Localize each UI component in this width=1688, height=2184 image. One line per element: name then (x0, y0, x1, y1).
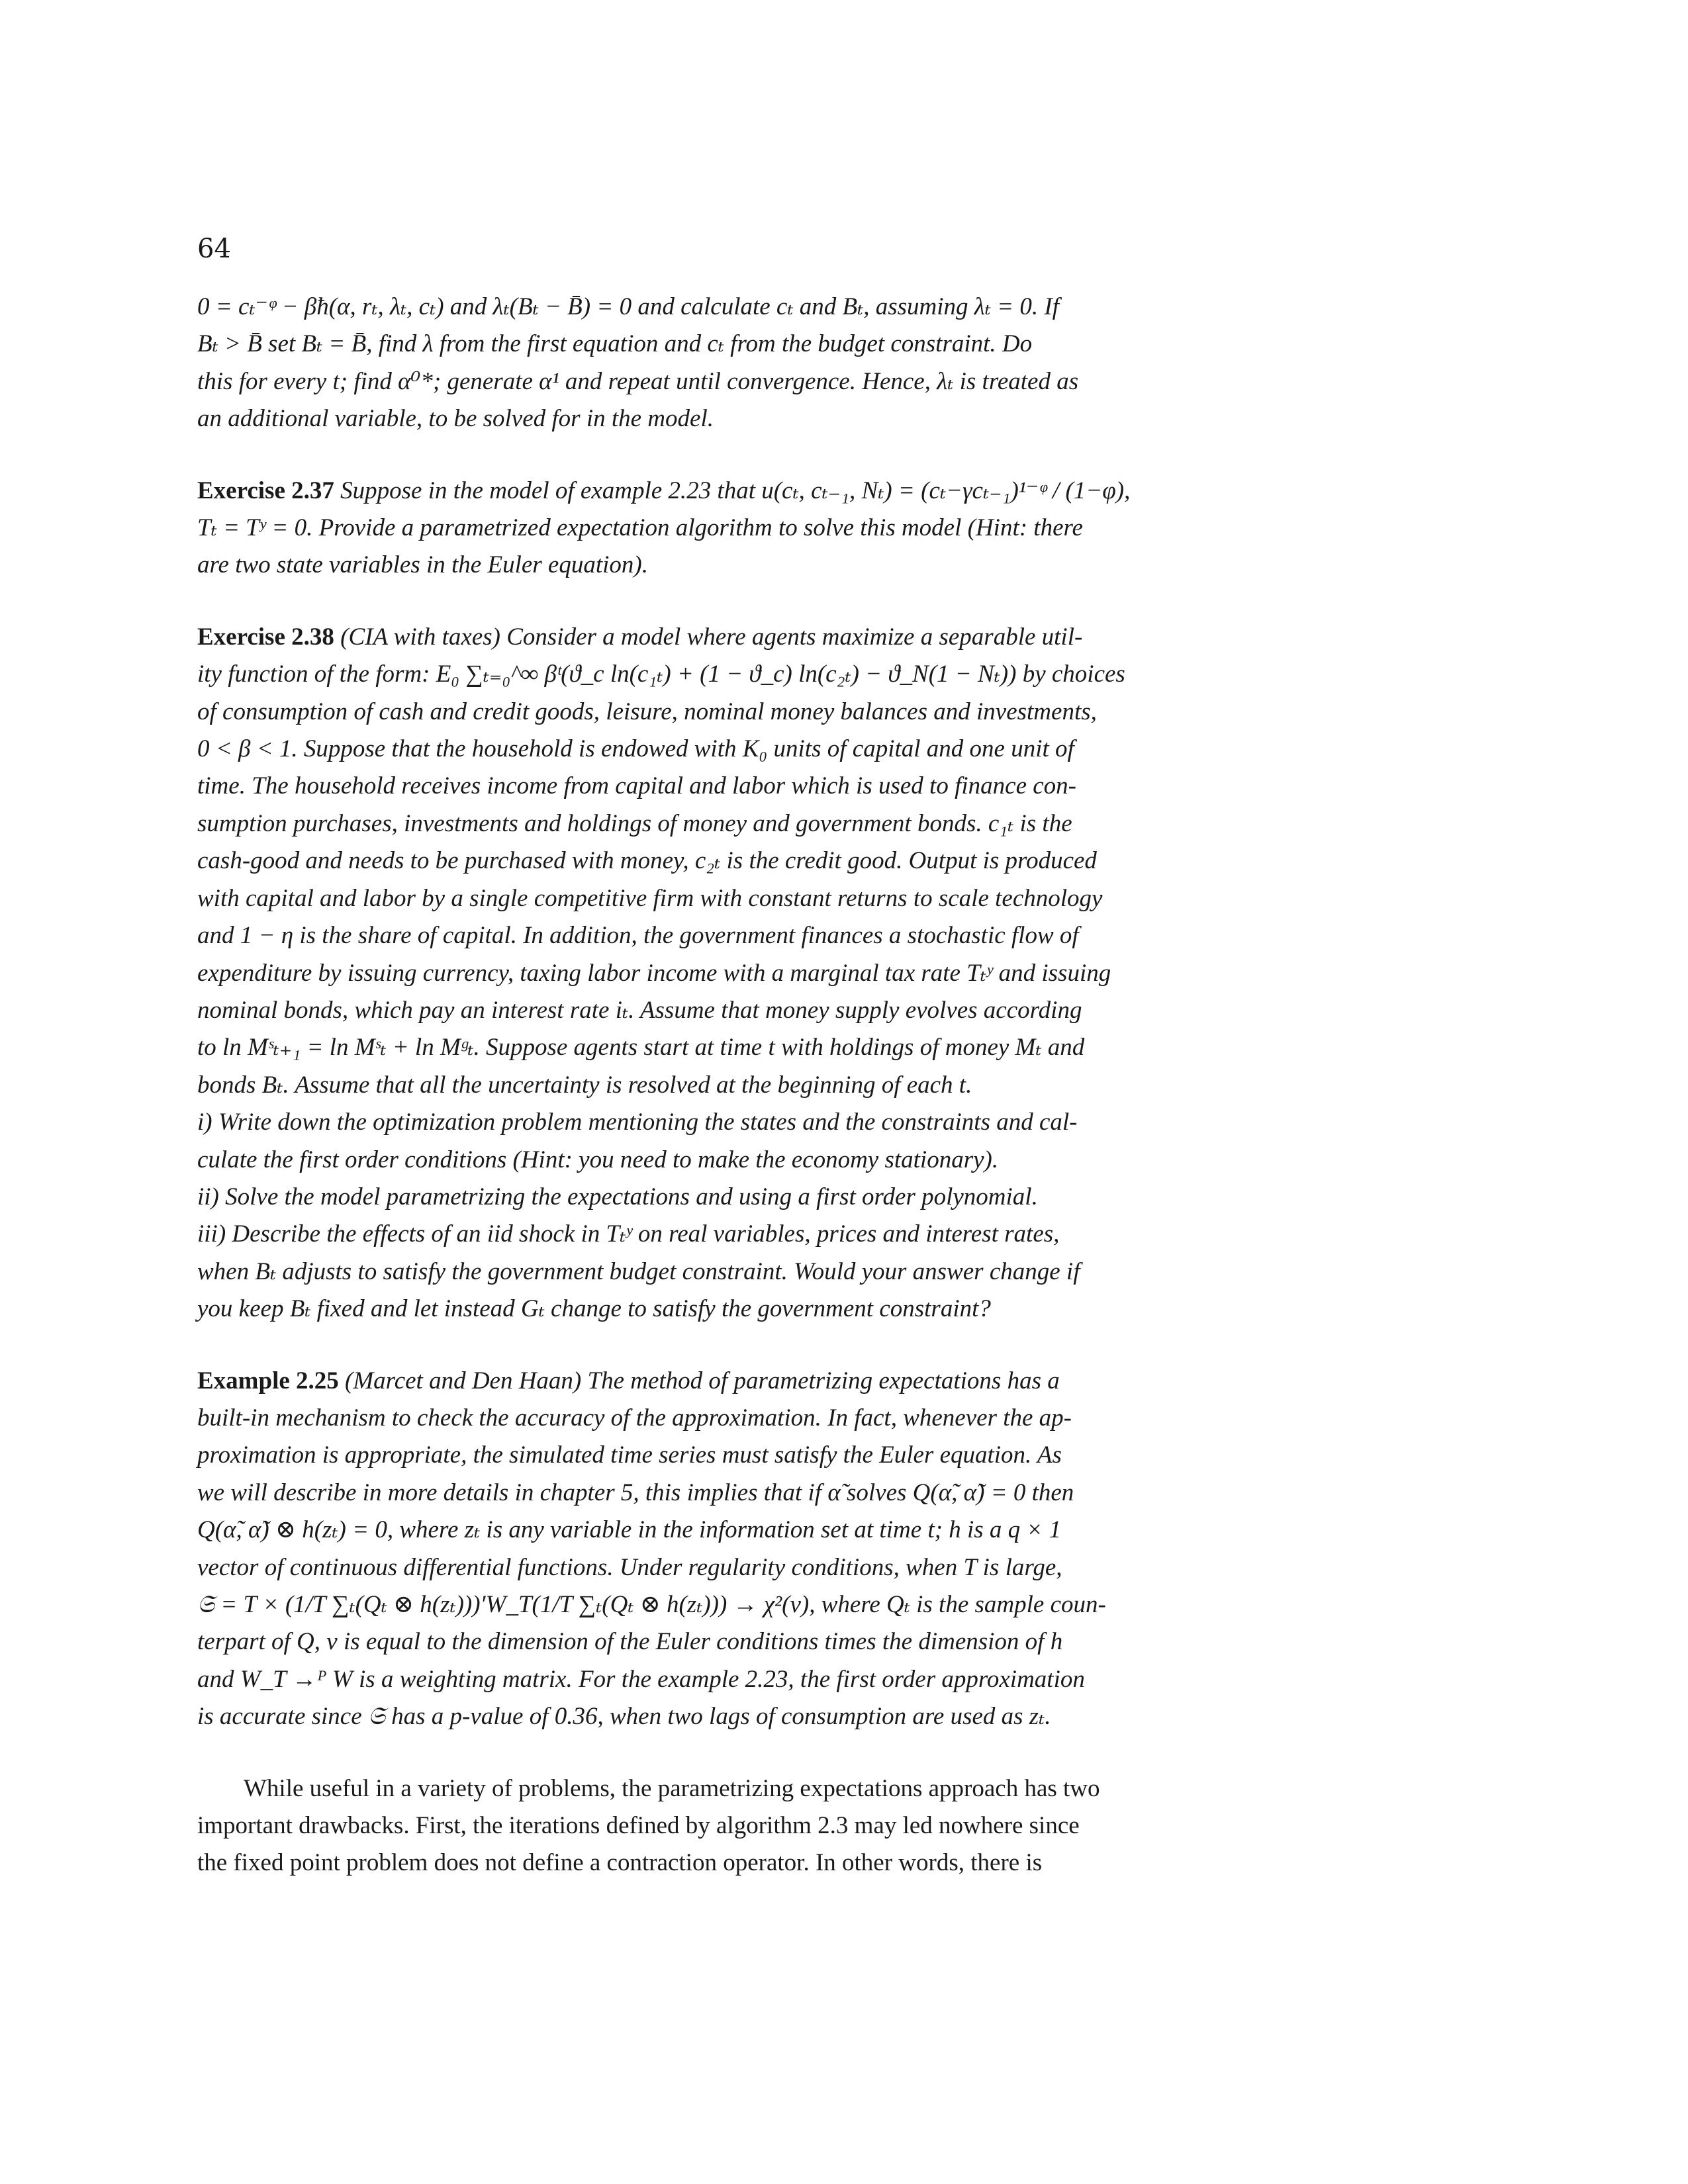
text-line: Bₜ > B̄ set Bₜ = B̄, find λ from the first equation and cₜ from the budget constraint. Do (197, 330, 1033, 358)
text-line: is accurate since 𝔖 has a p-value of 0.36, when two lags of consumption are used as zₜ. (197, 1703, 1051, 1731)
text-line: nominal bonds, which pay an interest rate iₜ. Assume that money supply evolves according (197, 996, 1082, 1024)
text-line: proximation is appropriate, the simulated time series must satisfy the Euler equation. As (197, 1441, 1062, 1469)
text-line: built-in mechanism to check the accuracy of the approximation. In fact, whenever the ap- (197, 1404, 1072, 1432)
page-content (197, 289, 1376, 1917)
text-line: and W_T →ᴾ W is a weighting matrix. For the example 2.23, the first order approximation (197, 1665, 1085, 1693)
text-run: (CIA with taxes) Consider a model where agents maximize a separable util- (334, 623, 1083, 651)
text-line (197, 619, 1376, 656)
text-line: of consumption of cash and credit goods, leisure, nominal money balances and investments, (197, 698, 1097, 725)
text-line: sumption purchases, investments and holdings of money and government bonds. c₁ₜ is the (197, 809, 1072, 837)
text-line: Q(α̃, α̃) ⊗ h(zₜ) = 0, where zₜ is any variable in the information set at time t; h is a q × 1 (197, 1516, 1062, 1544)
text-line: this for every t; find α⁰*; generate α¹ and repeat until convergence. Hence, λₜ is treated as (197, 367, 1079, 395)
example-heading: Example 2.25 (197, 1367, 339, 1394)
exercise-heading: Exercise 2.37 (197, 477, 334, 504)
text-line: While useful in a variety of problems, the parametrizing expectations approach has two (244, 1774, 1100, 1802)
text-line: ity function of the form: E₀ ∑ₜ₌₀^∞ βᵗ(ϑ_c ln(c₁ₜ) + (1 − ϑ_c) ln(c₂ₜ) − ϑ_N(1 − Nₜ)) by choices (197, 660, 1125, 688)
text-line: an additional variable, to be solved for in the model. (197, 405, 714, 433)
algorithm-continuation (197, 289, 1376, 438)
exercise-2-37 (197, 473, 1376, 584)
text-line (197, 1363, 1376, 1400)
text-line: culate the first order conditions (Hint: you need to make the economy stationary). (197, 1146, 999, 1173)
text-line: iii) Describe the effects of an iid shock in Tₜʸ on real variables, prices and interest rates, (197, 1220, 1060, 1248)
text-line: we will describe in more details in chapter 5, this implies that if α̃ solves Q(α̃, α̃) = 0 then (197, 1479, 1074, 1506)
text-run: (Marcet and Den Haan) The method of parametrizing expectations has a (338, 1367, 1060, 1394)
example-2-25 (197, 1363, 1376, 1736)
text-line: when Bₜ adjusts to satisfy the government budget constraint. Would your answer change if (197, 1257, 1080, 1285)
text-line: are two state variables in the Euler equation). (197, 551, 648, 579)
text-line: the fixed point problem does not define a contraction operator. In other words, there is (197, 1849, 1043, 1877)
exercise-heading: Exercise 2.38 (197, 623, 334, 651)
text-run: Suppose in the model of example 2.23 that u(cₜ, cₜ₋₁, Nₜ) = (cₜ−γcₜ₋₁)¹⁻ᵠ / (1−φ), (334, 477, 1131, 504)
body-paragraph (197, 1770, 1376, 1882)
text-line: ii) Solve the model parametrizing the expectations and using a first order polynomial. (197, 1183, 1038, 1210)
text-line: and 1 − η is the share of capital. In addition, the government finances a stochastic flow of (197, 922, 1079, 950)
text-line: vector of continuous differential functions. Under regularity conditions, when T is large, (197, 1553, 1062, 1581)
text-line: 𝔖 = T × (1/T ∑ₜ(Qₜ ⊗ h(zₜ)))′W_T(1/T ∑ₜ(Qₜ ⊗ h(zₜ))) → χ²(ν), where Qₜ is the sample coun- (197, 1591, 1106, 1618)
text-line: Tₜ = Tʸ = 0. Provide a parametrized expectation algorithm to solve this model (Hint: there (197, 514, 1083, 542)
text-line: with capital and labor by a single competitive firm with constant returns to scale technology (197, 884, 1103, 912)
text-line: i) Write down the optimization problem mentioning the states and the constraints and cal- (197, 1109, 1078, 1136)
text-line: terpart of Q, ν is equal to the dimension of the Euler conditions times the dimension of h (197, 1628, 1063, 1656)
page-number: 64 (197, 234, 231, 264)
text-line: 0 < β < 1. Suppose that the household is endowed with K₀ units of capital and one unit of (197, 735, 1074, 763)
text-line: bonds Bₜ. Assume that all the uncertainty is resolved at the beginning of each t. (197, 1071, 972, 1099)
text-line: time. The household receives income from capital and labor which is used to finance con- (197, 772, 1076, 800)
text-line: you keep Bₜ fixed and let instead Gₜ change to satisfy the government constraint? (197, 1295, 991, 1323)
text-line: 0 = cₜ⁻ᵠ − βħ(α, rₜ, λₜ, cₜ) and λₜ(Bₜ − B̄) = 0 and calculate cₜ and Bₜ, assuming λₜ = 0. If (197, 293, 1059, 320)
exercise-2-38 (197, 619, 1376, 1328)
text-line: expenditure by issuing currency, taxing labor income with a marginal tax rate Tₜʸ and issuing (197, 959, 1111, 987)
text-line: important drawbacks. First, the iterations defined by algorithm 2.3 may led nowhere since (197, 1812, 1080, 1840)
text-line: to ln Mˢₜ₊₁ = ln Mˢₜ + ln Mᵍₜ. Suppose agents start at time t with holdings of money Mₜ and (197, 1034, 1085, 1062)
text-line (197, 473, 1376, 510)
text-line: cash-good and needs to be purchased with money, c₂ₜ is the credit good. Output is produced (197, 847, 1097, 875)
